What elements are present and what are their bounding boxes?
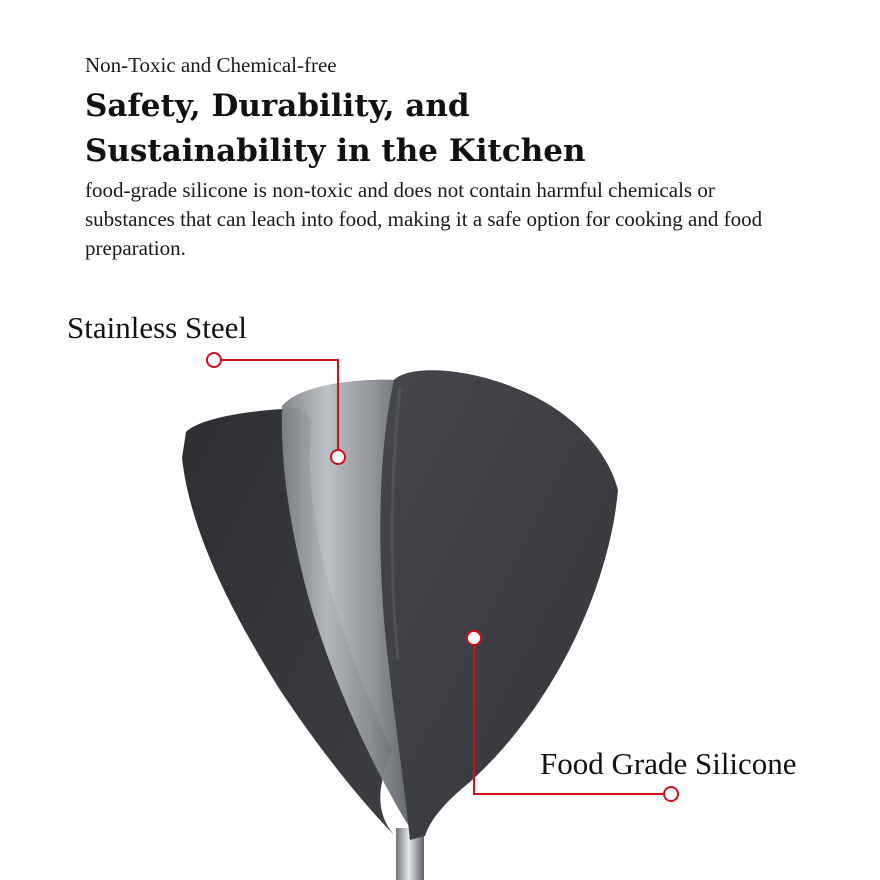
- food-grade-silicone-label: Food Grade Silicone: [540, 746, 797, 781]
- eyebrow-text: Non-Toxic and Chemical-free: [85, 53, 337, 77]
- headline-line-1: Safety, Durability, and: [85, 88, 470, 124]
- silicone-callout-anchor: [664, 787, 678, 801]
- steel-callout-anchor: [207, 353, 221, 367]
- description-text: food-grade silicone is non-toxic and does not contain harmful chemicals or substances that can leach into food, making it a safe option for cooking and food preparation.: [85, 178, 763, 260]
- steel-callout-point: [331, 450, 345, 464]
- headline-line-2: Sustainability in the Kitchen: [85, 133, 586, 169]
- header: [85, 52, 825, 263]
- stainless-steel-label: Stainless Steel: [67, 310, 247, 345]
- product-illustration: [0, 280, 880, 880]
- headline: [85, 84, 825, 174]
- spatula-head-image: [0, 280, 880, 880]
- silicone-callout-point: [467, 631, 481, 645]
